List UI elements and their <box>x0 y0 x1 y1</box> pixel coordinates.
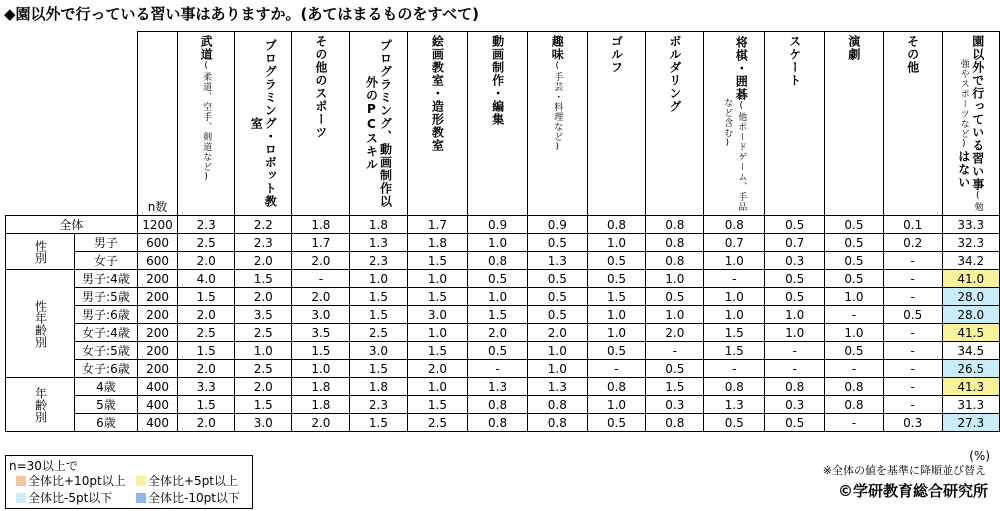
value-cell: 1.5 <box>178 396 235 414</box>
value-cell: 0.3 <box>883 414 942 432</box>
value-cell: 26.5 <box>942 360 999 378</box>
value-cell: - <box>292 270 350 288</box>
value-cell: 0.8 <box>468 414 528 432</box>
value-cell: 0.5 <box>468 270 528 288</box>
value-cell: 1.0 <box>704 288 765 306</box>
col-header-7: ゴルフ <box>587 32 646 216</box>
value-cell: 0.5 <box>765 270 825 288</box>
value-cell: 2.3 <box>178 216 235 234</box>
value-cell: 3.0 <box>407 306 468 324</box>
value-cell: 0.8 <box>704 216 765 234</box>
n-cell: 200 <box>137 270 177 288</box>
row-label: 男子:6歳 <box>75 306 138 324</box>
value-cell: - <box>883 324 942 342</box>
value-cell: 3.0 <box>235 414 292 432</box>
value-cell: 0.8 <box>587 378 646 396</box>
col-header-8: ボルダリング <box>646 32 704 216</box>
value-cell: 1.5 <box>704 342 765 360</box>
n-cell: 200 <box>137 342 177 360</box>
value-cell: 1.8 <box>350 216 407 234</box>
value-cell: 27.3 <box>942 414 999 432</box>
value-cell: 2.0 <box>527 324 587 342</box>
value-cell: 3.0 <box>350 342 407 360</box>
value-cell: 1.5 <box>704 324 765 342</box>
value-cell: 28.0 <box>942 288 999 306</box>
value-cell: 0.5 <box>587 414 646 432</box>
value-cell: 1.7 <box>407 216 468 234</box>
header-row <box>6 32 1000 216</box>
value-cell: - <box>883 396 942 414</box>
value-cell: 0.8 <box>765 378 825 396</box>
legend <box>5 455 253 509</box>
value-cell: 1.5 <box>350 288 407 306</box>
group-label: 性別 <box>6 234 75 270</box>
value-cell: 0.5 <box>765 216 825 234</box>
value-cell: 41.3 <box>942 378 999 396</box>
legend-swatch-minus5 <box>16 493 26 503</box>
value-cell: 1.3 <box>527 378 587 396</box>
value-cell: - <box>883 378 942 396</box>
header-blank <box>6 32 138 216</box>
value-cell: 0.5 <box>527 288 587 306</box>
value-cell: 1.0 <box>235 342 292 360</box>
value-cell: 2.2 <box>235 216 292 234</box>
value-cell: 33.3 <box>942 216 999 234</box>
value-cell: - <box>704 270 765 288</box>
value-cell: 41.5 <box>942 324 999 342</box>
value-cell: 1.0 <box>527 360 587 378</box>
group-label: 性年齢別 <box>6 270 75 378</box>
value-cell: - <box>468 360 528 378</box>
value-cell: 0.8 <box>468 252 528 270</box>
value-cell: 4.0 <box>178 270 235 288</box>
value-cell: 2.0 <box>235 378 292 396</box>
value-cell: 1.0 <box>407 270 468 288</box>
value-cell: 1.0 <box>587 306 646 324</box>
value-cell: 0.2 <box>883 234 942 252</box>
row-label: 全体 <box>6 216 138 234</box>
col-header-11: 演劇 <box>825 32 884 216</box>
value-cell: 1.8 <box>292 378 350 396</box>
n-cell: 600 <box>137 252 177 270</box>
n-cell: 1200 <box>137 216 177 234</box>
value-cell: 1.5 <box>468 306 528 324</box>
legend-item-plus10: 全体比+10pt以上 <box>16 472 126 489</box>
value-cell: 0.5 <box>765 288 825 306</box>
value-cell: 0.1 <box>883 216 942 234</box>
value-cell: 1.0 <box>765 306 825 324</box>
row-label: 女子:5歳 <box>75 342 138 360</box>
row-label: 6歳 <box>75 414 138 432</box>
value-cell: 2.3 <box>350 252 407 270</box>
value-cell: 1.5 <box>587 288 646 306</box>
table-row <box>6 378 1000 396</box>
value-cell: 0.5 <box>825 216 884 234</box>
value-cell: 2.3 <box>350 396 407 414</box>
value-cell: - <box>704 360 765 378</box>
value-cell: 0.5 <box>527 234 587 252</box>
value-cell: 0.7 <box>765 234 825 252</box>
row-label: 4歳 <box>75 378 138 396</box>
table-row <box>6 288 1000 306</box>
value-cell: 2.5 <box>178 324 235 342</box>
value-cell: - <box>587 360 646 378</box>
value-cell: 1.0 <box>587 324 646 342</box>
value-cell: 28.0 <box>942 306 999 324</box>
value-cell: 2.0 <box>407 360 468 378</box>
n-cell: 400 <box>137 414 177 432</box>
row-label: 女子:6歳 <box>75 360 138 378</box>
col-header-5: 動画制作・編集 <box>468 32 528 216</box>
page-title: ◆園以外で行っている習い事はありますか。(あてはまるものをすべて) <box>4 5 479 23</box>
value-cell: 0.5 <box>527 306 587 324</box>
table-row <box>6 396 1000 414</box>
col-header-1: プログラミング・ロボット教室 <box>235 32 292 216</box>
value-cell: 1.5 <box>407 396 468 414</box>
value-cell: 0.8 <box>704 378 765 396</box>
table-row <box>6 414 1000 432</box>
value-cell: 1.0 <box>825 324 884 342</box>
value-cell: 2.5 <box>235 360 292 378</box>
table-row <box>6 234 1000 252</box>
value-cell: 1.5 <box>235 396 292 414</box>
row-label: 男子:4歳 <box>75 270 138 288</box>
value-cell: 3.5 <box>292 324 350 342</box>
col-header-6: 趣味(手芸・料理など) <box>527 32 587 216</box>
value-cell: 0.3 <box>646 396 704 414</box>
value-cell: 2.0 <box>292 252 350 270</box>
value-cell: - <box>883 360 942 378</box>
value-cell: 2.0 <box>646 324 704 342</box>
copyright: ©学研教育総合研究所 <box>837 482 988 500</box>
value-cell: 1.5 <box>350 360 407 378</box>
value-cell: 0.8 <box>587 216 646 234</box>
data-table <box>5 31 1000 432</box>
value-cell: 0.8 <box>646 234 704 252</box>
value-cell: 0.9 <box>527 216 587 234</box>
value-cell: 0.7 <box>704 234 765 252</box>
col-header-12: その他 <box>883 32 942 216</box>
col-header-9: 将棋・囲碁(他ボードゲーム、手品など含む) <box>704 32 765 216</box>
value-cell: 1.5 <box>407 252 468 270</box>
value-cell: 1.3 <box>527 252 587 270</box>
value-cell: 1.3 <box>704 396 765 414</box>
value-cell: 1.0 <box>350 270 407 288</box>
value-cell: 1.5 <box>292 342 350 360</box>
value-cell: 2.0 <box>178 252 235 270</box>
value-cell: 1.5 <box>646 378 704 396</box>
value-cell: - <box>825 414 884 432</box>
value-cell: 2.5 <box>235 324 292 342</box>
value-cell: 34.2 <box>942 252 999 270</box>
value-cell: 0.5 <box>527 270 587 288</box>
table-row <box>6 252 1000 270</box>
value-cell: 0.8 <box>527 414 587 432</box>
value-cell: 1.7 <box>292 234 350 252</box>
value-cell: 0.8 <box>825 378 884 396</box>
legend-item-minus10: 全体比-10pt以下 <box>136 489 240 506</box>
value-cell: 0.9 <box>468 216 528 234</box>
col-header-13: 園以外で行っている習い事(勉強やスポーツなど)はない <box>942 32 999 216</box>
value-cell: 0.5 <box>825 270 884 288</box>
row-label: 女子 <box>75 252 138 270</box>
legend-item-plus5: 全体比+5pt以上 <box>136 472 238 489</box>
value-cell: 0.8 <box>825 396 884 414</box>
value-cell: 1.5 <box>178 342 235 360</box>
n-cell: 200 <box>137 288 177 306</box>
value-cell: 1.0 <box>646 306 704 324</box>
value-cell: 1.0 <box>407 378 468 396</box>
value-cell: 0.8 <box>646 414 704 432</box>
value-cell: 0.5 <box>883 306 942 324</box>
value-cell: 0.5 <box>468 342 528 360</box>
value-cell: 0.3 <box>765 252 825 270</box>
value-cell: 3.5 <box>235 306 292 324</box>
value-cell: - <box>883 342 942 360</box>
sort-note: ※全体の値を基準に降順並び替え <box>822 464 986 477</box>
value-cell: 2.0 <box>235 288 292 306</box>
value-cell: 1.8 <box>350 378 407 396</box>
value-cell: 1.0 <box>587 396 646 414</box>
value-cell: 34.5 <box>942 342 999 360</box>
row-label: 女子:4歳 <box>75 324 138 342</box>
value-cell: 1.5 <box>407 342 468 360</box>
value-cell: 0.5 <box>646 360 704 378</box>
value-cell: 1.5 <box>350 306 407 324</box>
n-cell: 400 <box>137 378 177 396</box>
value-cell: 1.0 <box>704 306 765 324</box>
value-cell: 32.3 <box>942 234 999 252</box>
row-label: 5歳 <box>75 396 138 414</box>
col-header-0: 武道(柔道、空手、剣道など) <box>178 32 235 216</box>
value-cell: 0.8 <box>468 396 528 414</box>
value-cell: - <box>883 270 942 288</box>
value-cell: 41.0 <box>942 270 999 288</box>
col-header-3: プログラミング、動画制作以外のPCスキル <box>350 32 407 216</box>
value-cell: 0.5 <box>825 234 884 252</box>
value-cell: 0.3 <box>765 396 825 414</box>
table-body <box>6 216 1000 432</box>
legend-swatch-minus10 <box>136 493 146 503</box>
col-header-10: スケート <box>765 32 825 216</box>
value-cell: 0.5 <box>587 270 646 288</box>
table-row <box>6 216 1000 234</box>
value-cell: 2.0 <box>292 288 350 306</box>
value-cell: 3.0 <box>292 306 350 324</box>
row-label: 男子:5歳 <box>75 288 138 306</box>
n-cell: 600 <box>137 234 177 252</box>
value-cell: 1.5 <box>407 288 468 306</box>
col-header-4: 絵画教室・造形教室 <box>407 32 468 216</box>
value-cell: 1.0 <box>765 324 825 342</box>
value-cell: - <box>883 288 942 306</box>
n-label: n数 <box>137 32 177 216</box>
value-cell: 1.5 <box>350 414 407 432</box>
value-cell: 2.0 <box>292 414 350 432</box>
value-cell: 2.0 <box>178 414 235 432</box>
value-cell: 1.5 <box>235 270 292 288</box>
value-cell: 0.5 <box>765 414 825 432</box>
n-cell: 400 <box>137 396 177 414</box>
value-cell: - <box>765 360 825 378</box>
value-cell: 1.8 <box>292 396 350 414</box>
value-cell: 0.5 <box>825 252 884 270</box>
value-cell: 2.5 <box>178 234 235 252</box>
value-cell: 31.3 <box>942 396 999 414</box>
value-cell: 1.8 <box>292 216 350 234</box>
table-row <box>6 324 1000 342</box>
value-cell: 1.0 <box>292 360 350 378</box>
value-cell: 1.0 <box>704 252 765 270</box>
value-cell: 1.0 <box>825 288 884 306</box>
value-cell: 1.0 <box>468 288 528 306</box>
value-cell: 1.0 <box>407 324 468 342</box>
value-cell: 2.0 <box>235 252 292 270</box>
value-cell: 1.0 <box>587 234 646 252</box>
value-cell: - <box>646 342 704 360</box>
value-cell: 2.3 <box>235 234 292 252</box>
n-cell: 200 <box>137 324 177 342</box>
value-cell: - <box>825 306 884 324</box>
value-cell: 1.0 <box>527 342 587 360</box>
value-cell: 1.3 <box>350 234 407 252</box>
value-cell: 0.8 <box>527 396 587 414</box>
value-cell: 0.8 <box>646 252 704 270</box>
table-row <box>6 360 1000 378</box>
n-cell: 200 <box>137 306 177 324</box>
value-cell: - <box>765 342 825 360</box>
row-label: 男子 <box>75 234 138 252</box>
value-cell: 1.8 <box>407 234 468 252</box>
value-cell: 1.0 <box>646 270 704 288</box>
col-header-2: その他のスポーツ <box>292 32 350 216</box>
value-cell: 2.0 <box>178 306 235 324</box>
legend-item-minus5: 全体比-5pt以下 <box>16 489 112 506</box>
legend-swatch-plus5 <box>136 476 146 486</box>
table-row <box>6 270 1000 288</box>
value-cell: 1.0 <box>468 234 528 252</box>
value-cell: 2.0 <box>468 324 528 342</box>
table-row <box>6 342 1000 360</box>
group-label: 年齢別 <box>6 378 75 432</box>
value-cell: 2.5 <box>407 414 468 432</box>
value-cell: 0.8 <box>646 216 704 234</box>
value-cell: 0.5 <box>646 288 704 306</box>
legend-swatch-plus10 <box>16 476 26 486</box>
value-cell: 0.5 <box>587 252 646 270</box>
value-cell: - <box>883 252 942 270</box>
value-cell: 3.3 <box>178 378 235 396</box>
value-cell: 2.0 <box>178 360 235 378</box>
value-cell: - <box>825 360 884 378</box>
legend-title: n=30以上で <box>9 459 78 473</box>
value-cell: 2.5 <box>350 324 407 342</box>
table-row <box>6 306 1000 324</box>
value-cell: 0.5 <box>825 342 884 360</box>
n-cell: 200 <box>137 360 177 378</box>
value-cell: 1.5 <box>178 288 235 306</box>
value-cell: 0.5 <box>704 414 765 432</box>
value-cell: 0.5 <box>587 342 646 360</box>
unit-label: (%) <box>969 449 990 463</box>
value-cell: 1.3 <box>468 378 528 396</box>
